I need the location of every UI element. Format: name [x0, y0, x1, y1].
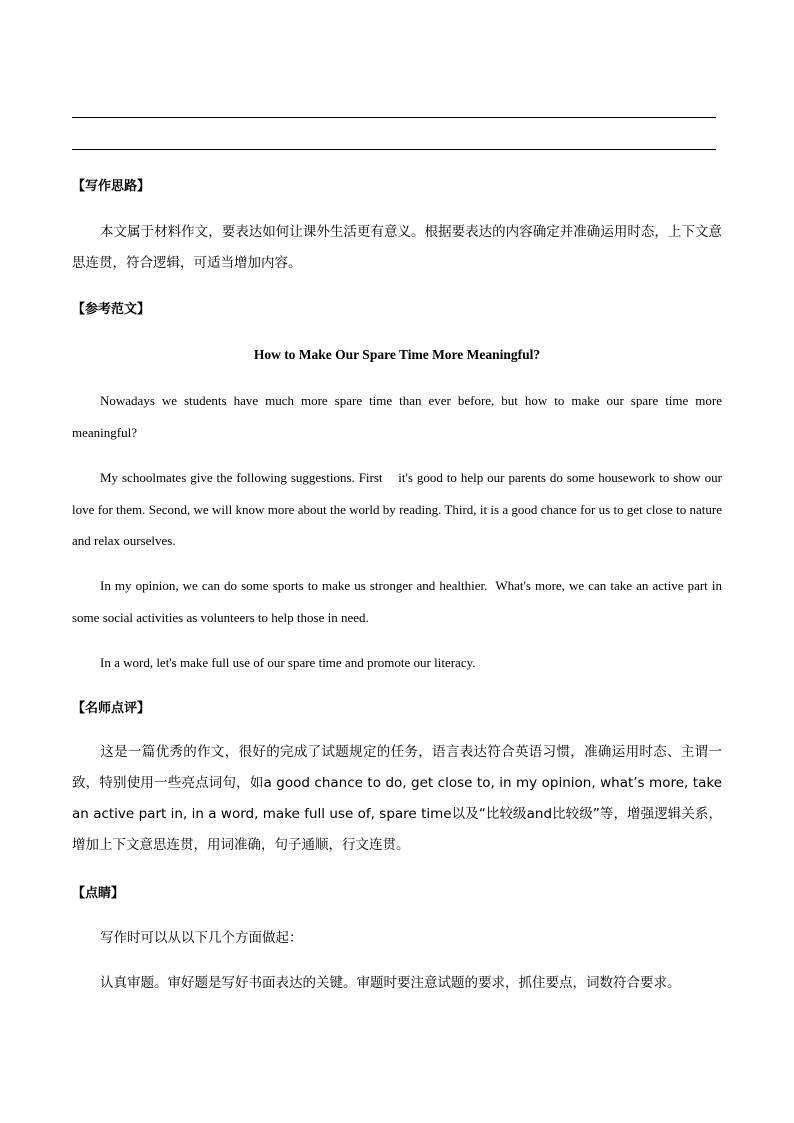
section-heading-model-essay: 【参考范文】 [72, 302, 151, 317]
essay-paragraph-3-text: In my opinion, we can do some sports to make us stronger and healthier. What's more, we can take an active part in some social activities as volunteers to help those in need. [72, 578, 726, 625]
answer-line-1 [72, 117, 716, 118]
key-points-paragraph-1 [72, 923, 722, 954]
essay-paragraph-1-text: Nowadays we students have much more spare time than ever before, but how to make our spare time more meaningful? [72, 393, 722, 440]
teacher-comment-paragraph [72, 737, 722, 861]
essay-paragraph-1 [72, 385, 722, 448]
key-points-paragraph-2 [72, 968, 722, 999]
writing-idea-paragraph [72, 217, 722, 279]
key-points-text-1: 写作时可以从以下几个方面做起： [100, 930, 303, 946]
teacher-comment-text: 这是一篇优秀的作文，很好的完成了试题规定的任务，语言表达符合英语习惯，准确运用时态、主谓一致，特别使用一些亮点词句，如a good chance to do, get close to, in my opinion, what’s more, take an active part in, in a word, make full use of, spare time以及“比较级and比较级”等，增强逻辑关系，增加上下文意思连贯，用词准确，句子通顺，行文连贯。 [72, 744, 722, 853]
section-heading-teacher-comment: 【名师点评】 [72, 701, 151, 716]
essay-paragraph-2 [72, 462, 726, 557]
writing-idea-text: 本文属于材料作文，要表达如何让课外生活更有意义。根据要表达的内容确定并准确运用时态，上下文意思连贯，符合逻辑，可适当增加内容。 [72, 224, 722, 271]
essay-paragraph-2-text: My schoolmates give the following suggestions. First it's good to help our parents do some housework to show our love for them. Second, we will know more about the world by reading. Third, it is a good chance for us to get close to nature and relax ourselves. [72, 470, 726, 548]
essay-paragraph-3 [72, 570, 726, 633]
section-heading-writing-idea: 【写作思路】 [72, 179, 151, 194]
key-points-text-2: 认真审题。审好题是写好书面表达的关键。审题时要注意试题的要求，抓住要点，词数符合要求。 [100, 975, 681, 991]
essay-paragraph-4-text: In a word, let's make full use of our spare time and promote our literacy. [100, 655, 476, 670]
essay-title: How to Make Our Spare Time More Meaningful? [253, 347, 541, 362]
answer-line-2 [72, 149, 716, 150]
essay-paragraph-4 [72, 647, 722, 679]
section-heading-key-points: 【点睛】 [72, 886, 125, 901]
